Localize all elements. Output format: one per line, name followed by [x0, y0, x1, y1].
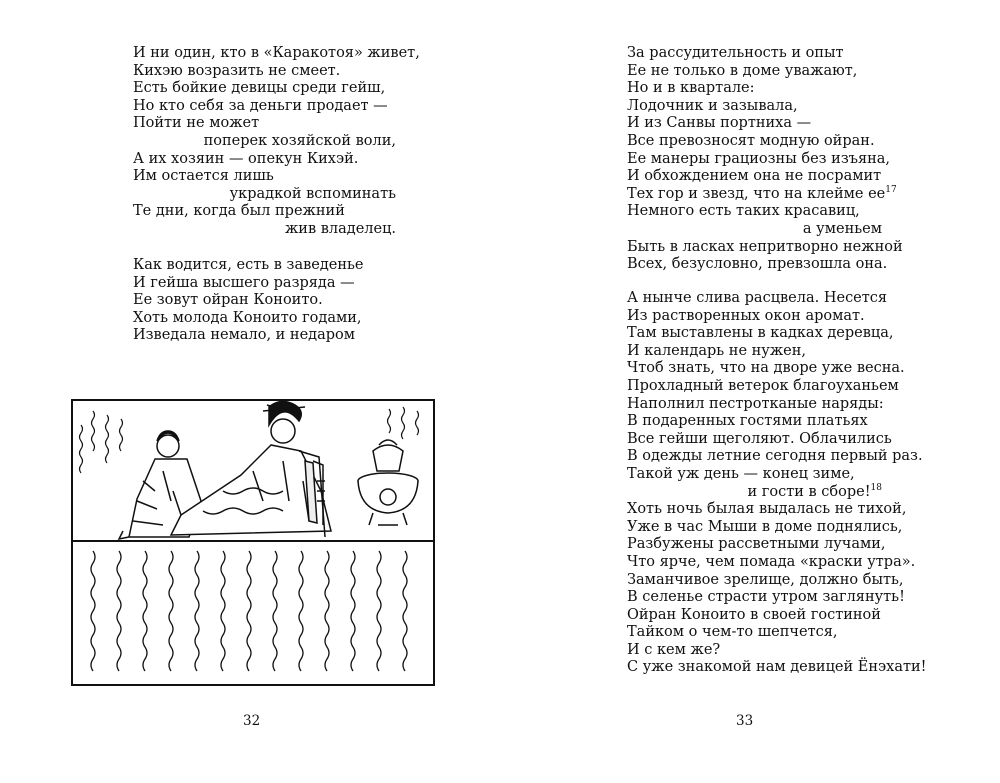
- verse-line: [627, 378, 907, 396]
- verse-line: [627, 519, 907, 537]
- verse-line: [133, 292, 433, 310]
- verse-line: [627, 80, 882, 98]
- verse-line-text: и гости в сборе!: [747, 483, 871, 500]
- calligraphy-top: [80, 407, 419, 473]
- verse-line: [627, 98, 882, 116]
- verse-line-text: В селенье страсти утром заглянуть!: [627, 589, 905, 606]
- verse-line-text: Всех, безусловно, превзошла она.: [627, 256, 888, 273]
- verse-line-text: Изведала немало, и недаром: [133, 327, 356, 344]
- right-stanza-2: [627, 290, 927, 677]
- verse-line: [133, 168, 433, 186]
- left-stanza-1: [133, 45, 433, 239]
- verse-line-text: Ее не только в доме уважают,: [627, 62, 858, 79]
- verse-line-text: Из растворенных окон аромат.: [627, 307, 865, 324]
- verse-line-text: В одежды летние сегодня первый раз.: [627, 448, 923, 465]
- verse-line-text: Хоть ночь былая выдалась не тихой,: [627, 501, 907, 518]
- verse-line-text: Тайком о чем-то шепчется,: [627, 624, 838, 641]
- verse-line: [133, 275, 433, 293]
- verse-line-text: поперек хозяйской воли,: [203, 132, 396, 149]
- verse-line-text: За рассудительность и опыт: [627, 45, 844, 61]
- verse-line: [627, 238, 903, 257]
- verse-line-text: Немного есть таких красавиц,: [627, 203, 860, 220]
- verse-line: [133, 133, 396, 151]
- verse-line: [133, 221, 396, 239]
- verse-line: [133, 115, 433, 133]
- verse-line: [133, 310, 433, 328]
- verse-line-text: жив владелец.: [284, 220, 396, 237]
- verse-line: [133, 327, 433, 345]
- verse-line-text: Есть бойкие девицы среди гейш,: [133, 80, 386, 97]
- verse-line-text: И обхождением она не посрамит: [627, 168, 882, 185]
- verse-line: [627, 343, 907, 361]
- verse-line: [627, 308, 907, 326]
- verse-line: [627, 413, 907, 431]
- reclining-geisha-figure: [171, 401, 331, 537]
- footnote-marker[interactable]: 18: [870, 482, 882, 493]
- verse-line: [627, 589, 907, 607]
- verse-line: [627, 642, 907, 660]
- verse-line-text: И ни один, кто в «Каракотоя» живет,: [133, 45, 420, 61]
- verse-line-text: Разбужены рассветными лучами,: [627, 536, 886, 553]
- verse-line-text: Что ярче, чем помада «краски утра».: [627, 553, 916, 570]
- verse-line: [627, 63, 882, 81]
- verse-line-text: а уменьем: [802, 220, 882, 237]
- verse-line-text: Ее манеры грациозны без изъяна,: [627, 150, 891, 167]
- verse-line: [627, 607, 907, 625]
- verse-line: [627, 221, 882, 239]
- verse-line-text: В подаренных гостями платьях: [627, 413, 868, 430]
- verse-line: [627, 150, 891, 169]
- verse-line-text: И с кем же?: [627, 641, 721, 658]
- woodblock-illustration: [71, 399, 435, 686]
- verse-line-text: украдкой вспоминать: [229, 185, 396, 202]
- verse-line: [627, 553, 916, 572]
- verse-line: [627, 624, 907, 642]
- verse-line-text: И гейша высшего разряда —: [133, 274, 355, 291]
- right-stanza-1: [627, 45, 903, 274]
- verse-line-text: Быть в ласках непритворно нежной: [627, 238, 903, 255]
- verse-line: [627, 360, 907, 378]
- right-page: [500, 0, 1000, 783]
- verse-line: [627, 572, 907, 590]
- brazier: [358, 440, 418, 525]
- verse-line-text: Все гейши щеголяют. Облачились: [627, 430, 892, 447]
- verse-line: [627, 203, 882, 221]
- verse-line-text: Им остается лишь: [133, 168, 274, 185]
- verse-line: [627, 45, 882, 63]
- verse-line: [133, 45, 433, 63]
- verse-line-text: Все превозносят модную ойран.: [627, 132, 875, 149]
- verse-line: [627, 396, 907, 414]
- verse-line-text: Кихэю возразить не смеет.: [133, 62, 341, 79]
- verse-line: [627, 133, 882, 151]
- verse-line-text: И из Санвы портниха —: [627, 115, 812, 132]
- verse-line: [627, 184, 897, 204]
- verse-line-text: Заманчивое зрелище, должно быть,: [627, 571, 904, 588]
- verse-line-text: Пойти не может: [133, 115, 260, 132]
- verse-line: [627, 466, 907, 484]
- verse-line: [627, 256, 888, 274]
- verse-line-text: Уже в час Мыши в доме поднялись,: [627, 518, 903, 535]
- verse-line-text: С уже знакомой нам девицей Ёнэхати!: [627, 659, 927, 676]
- verse-line-text: Ее зовут ойран Коноито.: [133, 292, 323, 309]
- verse-line: [627, 290, 907, 308]
- verse-line: [627, 484, 882, 502]
- verse-line: [627, 501, 907, 519]
- verse-line-text: Наполнил пестротканые наряды:: [627, 395, 884, 412]
- left-stanza-2: [133, 257, 433, 345]
- woodblock-print-image: [73, 401, 433, 684]
- verse-line: [627, 659, 927, 677]
- verse-line-text: Но и в квартале:: [627, 80, 755, 97]
- verse-line-text: Те дни, когда был прежний: [133, 203, 345, 220]
- verse-line-text: Тех гор и звезд, что на клейме ее: [627, 185, 886, 202]
- verse-line-text: А нынче слива расцвела. Несется: [627, 290, 888, 306]
- verse-line-text: И календарь не нужен,: [627, 342, 807, 359]
- verse-line: [627, 325, 907, 343]
- verse-line: [627, 431, 907, 449]
- verse-line-text: Но кто себя за деньги продает —: [133, 97, 388, 114]
- verse-line: [133, 203, 433, 221]
- page-number-left: 32: [243, 713, 261, 729]
- verse-line: [627, 536, 907, 554]
- verse-line-text: Такой уж день — конец зиме,: [627, 465, 855, 482]
- verse-line: [133, 63, 433, 81]
- verse-line: [133, 257, 433, 275]
- verse-line-text: Лодочник и зазывала,: [627, 97, 798, 114]
- verse-line-text: А их хозяин — опекун Кихэй.: [133, 150, 359, 167]
- verse-line: [133, 151, 433, 169]
- footnote-marker[interactable]: 17: [885, 184, 897, 195]
- verse-line-text: Как водится, есть в заведенье: [133, 257, 364, 273]
- verse-line-text: Хоть молода Коноито годами,: [133, 309, 362, 326]
- calligraphy-text-block: [91, 551, 407, 671]
- page-number-right: 33: [736, 713, 754, 729]
- verse-line-text: Ойран Коноито в своей гостиной: [627, 606, 881, 623]
- verse-line-text: Там выставлены в кадках деревца,: [627, 325, 894, 342]
- verse-line-text: Чтоб знать, что на дворе уже весна.: [627, 360, 905, 377]
- verse-line: [627, 168, 882, 186]
- verse-line: [627, 448, 923, 466]
- verse-line: [133, 98, 433, 116]
- verse-line: [133, 80, 433, 98]
- verse-line-text: Прохладный ветерок благоуханьем: [627, 377, 899, 394]
- verse-line: [627, 115, 882, 133]
- verse-line: [133, 186, 396, 204]
